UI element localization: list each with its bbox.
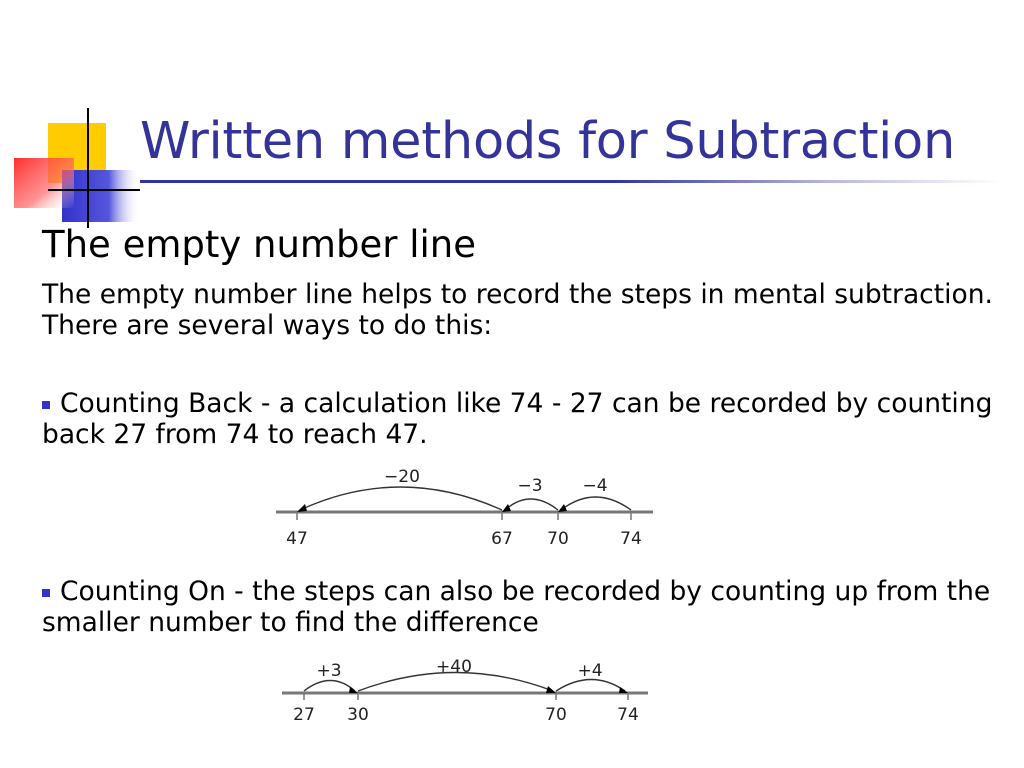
arrowhead-icon xyxy=(558,504,567,512)
intro-paragraph: The empty number line helps to record the steps in mental subtraction. There are several ways to do this: xyxy=(42,279,993,341)
tick-label: 27 xyxy=(293,705,315,725)
decorative-corner-graphic xyxy=(0,0,140,230)
bullet-text: Counting On - the steps can also be recorded by counting up from the smaller number to find the difference xyxy=(42,576,991,638)
jump-label: +4 xyxy=(577,661,603,681)
tick-label: 70 xyxy=(545,705,567,725)
arrowhead-icon xyxy=(619,687,628,693)
tick-label: 74 xyxy=(617,705,639,725)
number-line-counting-back xyxy=(270,462,660,554)
jump-label: −4 xyxy=(582,476,608,496)
bullet-text: Counting Back - a calculation like 74 - 27 can be recorded by counting back 27 from 74 to reach 47. xyxy=(42,388,993,450)
tick-label: 74 xyxy=(620,529,642,549)
tick-label: 67 xyxy=(491,529,513,549)
section-subheading: The empty number line xyxy=(42,223,476,266)
bullet-square-icon xyxy=(42,401,50,409)
number-line-counting-on xyxy=(276,654,656,728)
tick-label: 30 xyxy=(347,705,369,725)
jump-arc xyxy=(505,499,558,510)
arrowhead-icon xyxy=(546,686,556,693)
jump-label: −20 xyxy=(384,467,420,487)
bullet-square-icon xyxy=(42,589,50,597)
title-underline xyxy=(140,180,1000,183)
jump-arc xyxy=(304,681,355,692)
jump-label: +3 xyxy=(316,661,342,681)
arrowhead-icon xyxy=(297,504,307,512)
arrowhead-icon xyxy=(349,687,358,693)
jump-label: −3 xyxy=(517,476,543,496)
bullet-counting-on xyxy=(42,576,1002,638)
jump-label: +40 xyxy=(436,657,472,677)
slide-title: Written methods for Subtraction xyxy=(140,112,955,171)
jump-arc xyxy=(300,487,502,510)
tick-label: 70 xyxy=(547,529,569,549)
jump-arc xyxy=(556,680,625,692)
tick-label: 47 xyxy=(286,529,308,549)
arrowhead-icon xyxy=(502,504,511,512)
jump-arc xyxy=(561,497,631,510)
bullet-counting-back xyxy=(42,388,1002,450)
